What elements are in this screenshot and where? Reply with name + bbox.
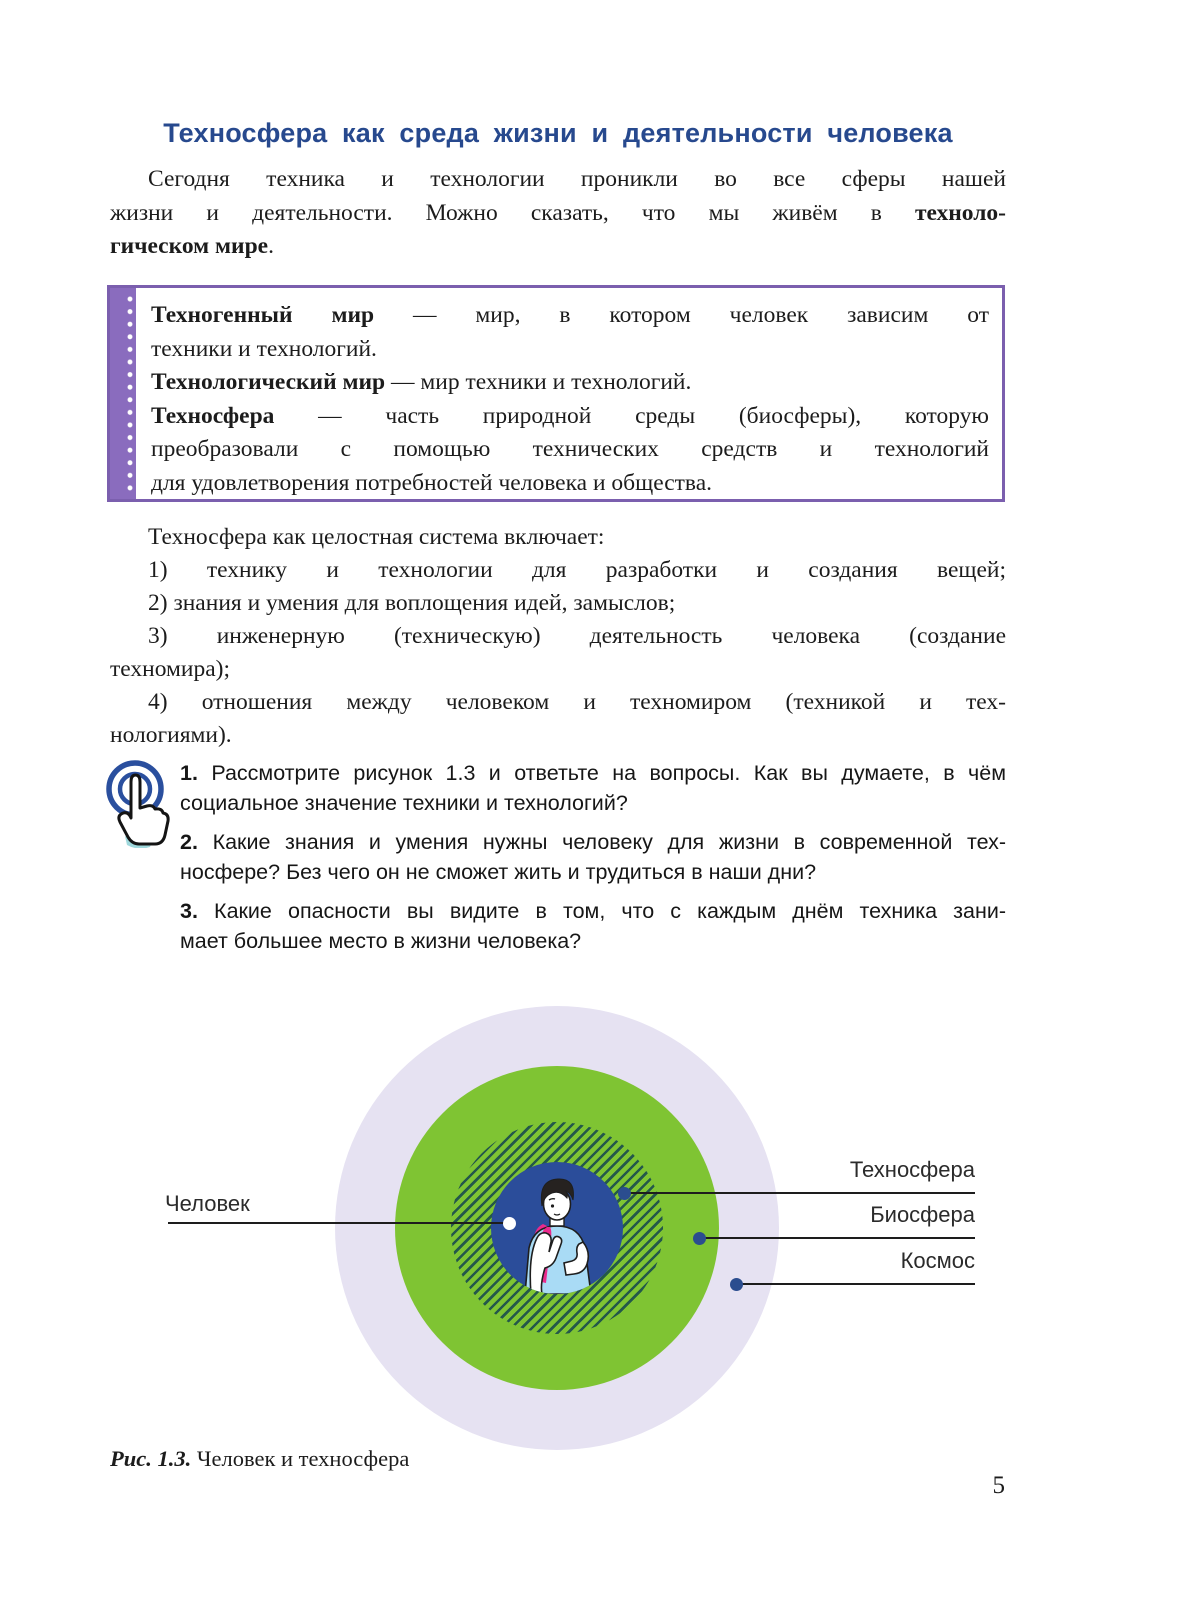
biosphere-callout-line (700, 1237, 975, 1239)
text-line: Сегодня техника и технологии проникли во все сферы нашей (148, 166, 1006, 192)
text-line: Техносфера как целостная система включает: (148, 524, 605, 550)
text-line: Технологический мир — мир техники и технологий. (151, 369, 692, 395)
technosphere-label: Техносфера (849, 1157, 975, 1182)
technosphere-system-list (110, 521, 1006, 752)
text-line: носфере? Без чего он не сможет жить и трудиться в наши дни? (180, 860, 817, 884)
text-line: 1) технику и технологии для разработки и создания вещей; (148, 557, 1006, 583)
text-line: преобразовали с помощью технических средств и технологий (151, 436, 989, 462)
text-line: 3. Какие опасности вы видите в том, что с каждым днём техника зани- (180, 899, 1006, 923)
cosmos-label: Космос (900, 1248, 975, 1273)
text-line: Техносфера — часть природной среды (биосферы), которую (151, 402, 989, 429)
text-line: мает большее место в жизни человека? (180, 929, 582, 953)
technosphere-callout-line (625, 1192, 975, 1194)
text-line: техномира); (110, 656, 231, 682)
text-line: нологиями). (110, 722, 232, 748)
text-line: 2. Какие знания и умения нужны человеку для жизни в современной тех- (180, 830, 1006, 854)
text-line: гическом мире. (110, 233, 274, 259)
human-label: Человек (165, 1191, 250, 1216)
text-line: социальное значение техники и технологий? (180, 791, 628, 815)
text-line: для удовлетворения потребностей человека и общества. (151, 469, 713, 496)
human-callout-dot (503, 1217, 516, 1230)
questions-block (180, 758, 1006, 956)
definition-box-text (151, 299, 989, 500)
technosphere-callout-dot (618, 1187, 631, 1200)
intro-paragraph (110, 163, 1006, 264)
text-line: Техногенный мир — мир, в котором человек зависим от (151, 302, 989, 328)
text-line: техники и технологий. (151, 335, 377, 362)
definition-box-accent-bar (110, 288, 136, 499)
figure-caption-number: Рис. 1.3. (110, 1446, 192, 1471)
cosmos-callout-dot (730, 1278, 743, 1291)
text-line: 4) отношения между человеком и техномиром (техникой и тех- (148, 689, 1006, 715)
text-line: 3) инженерную (техническую) деятельность человека (создание (148, 623, 1006, 649)
figure-caption-text: Человек и техносфера (196, 1446, 410, 1471)
biosphere-callout-dot (693, 1232, 706, 1245)
text-line: 2) знания и умения для воплощения идей, замыслов; (148, 590, 676, 616)
page-number: 5 (992, 1472, 1005, 1499)
figure-caption (110, 1446, 409, 1472)
text-line: жизни и деятельности. Можно сказать, что мы живём в техноло- (110, 199, 1006, 226)
human-callout-line (168, 1222, 510, 1224)
definition-box (107, 285, 1005, 502)
touch-icon (95, 752, 183, 848)
cosmos-callout-line (737, 1283, 975, 1285)
page-title: Техносфера как среда жизни и деятельности человека (163, 118, 953, 148)
biosphere-label: Биосфера (870, 1202, 975, 1227)
text-line: 1. Рассмотрите рисунок 1.3 и ответьте на вопросы. Как вы думаете, в чём (180, 761, 1006, 785)
